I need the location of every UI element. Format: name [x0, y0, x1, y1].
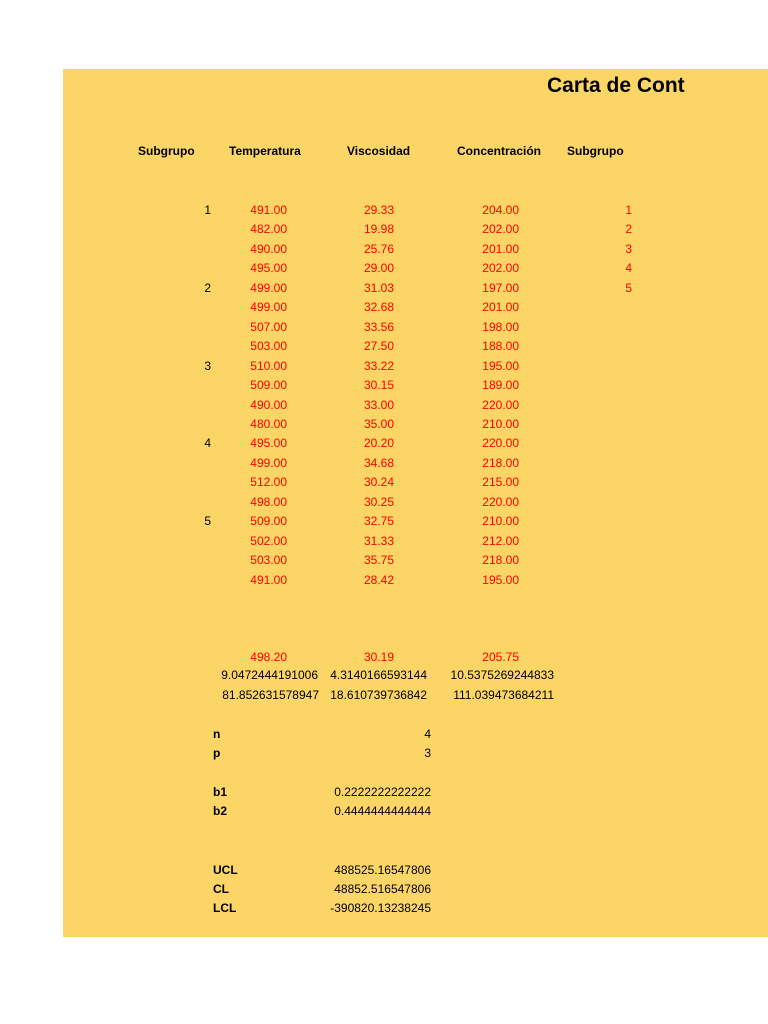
cell-temperatura: 509.00 [250, 378, 287, 392]
page-title: Carta de Cont [547, 74, 685, 97]
cell-concentracion: 210.00 [482, 514, 519, 528]
subgroup-label: 2 [204, 281, 211, 295]
subgroup-number: 2 [625, 222, 632, 236]
cell-concentracion: 195.00 [482, 573, 519, 587]
cell-viscosidad: 32.68 [363, 300, 394, 314]
subgroup-number: 1 [625, 203, 632, 217]
b-value: 0.2222222222222 [334, 785, 431, 799]
subgroup-number: 4 [625, 261, 632, 275]
subgroup-number: 5 [625, 281, 632, 295]
cell-concentracion: 220.00 [482, 495, 519, 509]
b-label: b1 [213, 785, 228, 799]
stdev-temperatura: 9.0472444191006 [221, 668, 318, 682]
limit-label: LCL [213, 901, 237, 915]
cell-temperatura: 503.00 [250, 553, 287, 567]
cell-viscosidad: 35.00 [363, 417, 394, 431]
header-viscosidad: Viscosidad [347, 144, 411, 158]
cell-viscosidad: 31.33 [363, 534, 394, 548]
cell-viscosidad: 32.75 [363, 514, 394, 528]
cell-concentracion: 188.00 [482, 339, 519, 353]
cell-concentracion: 218.00 [482, 456, 519, 470]
cell-temperatura: 503.00 [250, 339, 287, 353]
cell-concentracion: 202.00 [482, 261, 519, 275]
limit-label: CL [213, 882, 229, 896]
cell-concentracion: 210.00 [482, 417, 519, 431]
cell-temperatura: 499.00 [250, 300, 287, 314]
cell-viscosidad: 19.98 [363, 222, 394, 236]
cell-temperatura: 482.00 [250, 222, 287, 236]
cell-viscosidad: 35.75 [363, 553, 394, 567]
cell-viscosidad: 30.25 [363, 495, 394, 509]
subgroup-number: 3 [625, 242, 632, 256]
cell-viscosidad: 25.76 [363, 242, 394, 256]
subgroup-label: 1 [204, 203, 211, 217]
cell-temperatura: 495.00 [250, 436, 287, 450]
cell-temperatura: 507.00 [250, 320, 287, 334]
cell-viscosidad: 28.42 [363, 573, 394, 587]
param-label: n [213, 727, 221, 741]
stdev-viscosidad: 4.3140166593144 [330, 668, 427, 682]
cell-viscosidad: 29.00 [363, 261, 394, 275]
limit-label: UCL [213, 863, 238, 877]
cell-concentracion: 218.00 [482, 553, 519, 567]
cell-viscosidad: 31.03 [363, 281, 394, 295]
cell-viscosidad: 20.20 [363, 436, 394, 450]
cell-viscosidad: 33.00 [363, 398, 394, 412]
cell-concentracion: 189.00 [482, 378, 519, 392]
cell-concentracion: 197.00 [482, 281, 519, 295]
cell-temperatura: 490.00 [250, 242, 287, 256]
cell-concentracion: 201.00 [482, 242, 519, 256]
cell-temperatura: 499.00 [250, 281, 287, 295]
cell-concentracion: 220.00 [482, 436, 519, 450]
b-label: b2 [213, 804, 228, 818]
stdev-concentracion: 10.5375269244833 [450, 668, 554, 682]
header-subgrupo: Subgrupo [138, 144, 195, 158]
cell-viscosidad: 34.68 [363, 456, 394, 470]
subgroup-label: 4 [204, 436, 211, 450]
cell-concentracion: 195.00 [482, 359, 519, 373]
cell-viscosidad: 29.33 [363, 203, 394, 217]
header-temperatura: Temperatura [229, 144, 301, 158]
subgroup-label: 5 [204, 514, 211, 528]
subgroup-label: 3 [204, 359, 211, 373]
cell-temperatura: 498.00 [250, 495, 287, 509]
cell-temperatura: 499.00 [250, 456, 287, 470]
mean-concentracion: 205.75 [482, 650, 519, 664]
variance-viscosidad: 18.610739736842 [330, 688, 427, 702]
cell-temperatura: 491.00 [250, 203, 287, 217]
variance-temperatura: 81.852631578947 [222, 688, 319, 702]
variance-concentracion: 111.039473684211 [453, 688, 554, 702]
cell-temperatura: 490.00 [250, 398, 287, 412]
limit-value: -390820.13238245 [330, 901, 431, 915]
cell-temperatura: 495.00 [250, 261, 287, 275]
cell-concentracion: 215.00 [482, 475, 519, 489]
cell-viscosidad: 30.24 [363, 475, 394, 489]
mean-viscosidad: 30.19 [363, 650, 394, 664]
cell-viscosidad: 33.22 [363, 359, 394, 373]
b-value: 0.4444444444444 [334, 804, 431, 818]
param-label: p [213, 746, 221, 760]
cell-viscosidad: 30.15 [363, 378, 394, 392]
cell-concentracion: 202.00 [482, 222, 519, 236]
cell-temperatura: 502.00 [250, 534, 287, 548]
cell-temperatura: 491.00 [250, 573, 287, 587]
cell-viscosidad: 27.50 [363, 339, 394, 353]
cell-concentracion: 212.00 [482, 534, 519, 548]
cell-concentracion: 220.00 [482, 398, 519, 412]
cell-temperatura: 512.00 [250, 475, 287, 489]
cell-temperatura: 480.00 [250, 417, 287, 431]
cell-viscosidad: 33.56 [363, 320, 394, 334]
limit-value: 488525.16547806 [334, 863, 431, 877]
param-value: 4 [424, 727, 431, 741]
header-concentracion: Concentración [457, 144, 542, 158]
mean-temperatura: 498.20 [250, 650, 287, 664]
cell-concentracion: 198.00 [482, 320, 519, 334]
cell-concentracion: 204.00 [482, 203, 519, 217]
limit-value: 48852.516547806 [334, 882, 431, 896]
param-value: 3 [424, 746, 431, 760]
cell-temperatura: 510.00 [250, 359, 287, 373]
header-subgrupo-right: Subgrupo [567, 144, 624, 158]
cell-concentracion: 201.00 [482, 300, 519, 314]
cell-temperatura: 509.00 [250, 514, 287, 528]
